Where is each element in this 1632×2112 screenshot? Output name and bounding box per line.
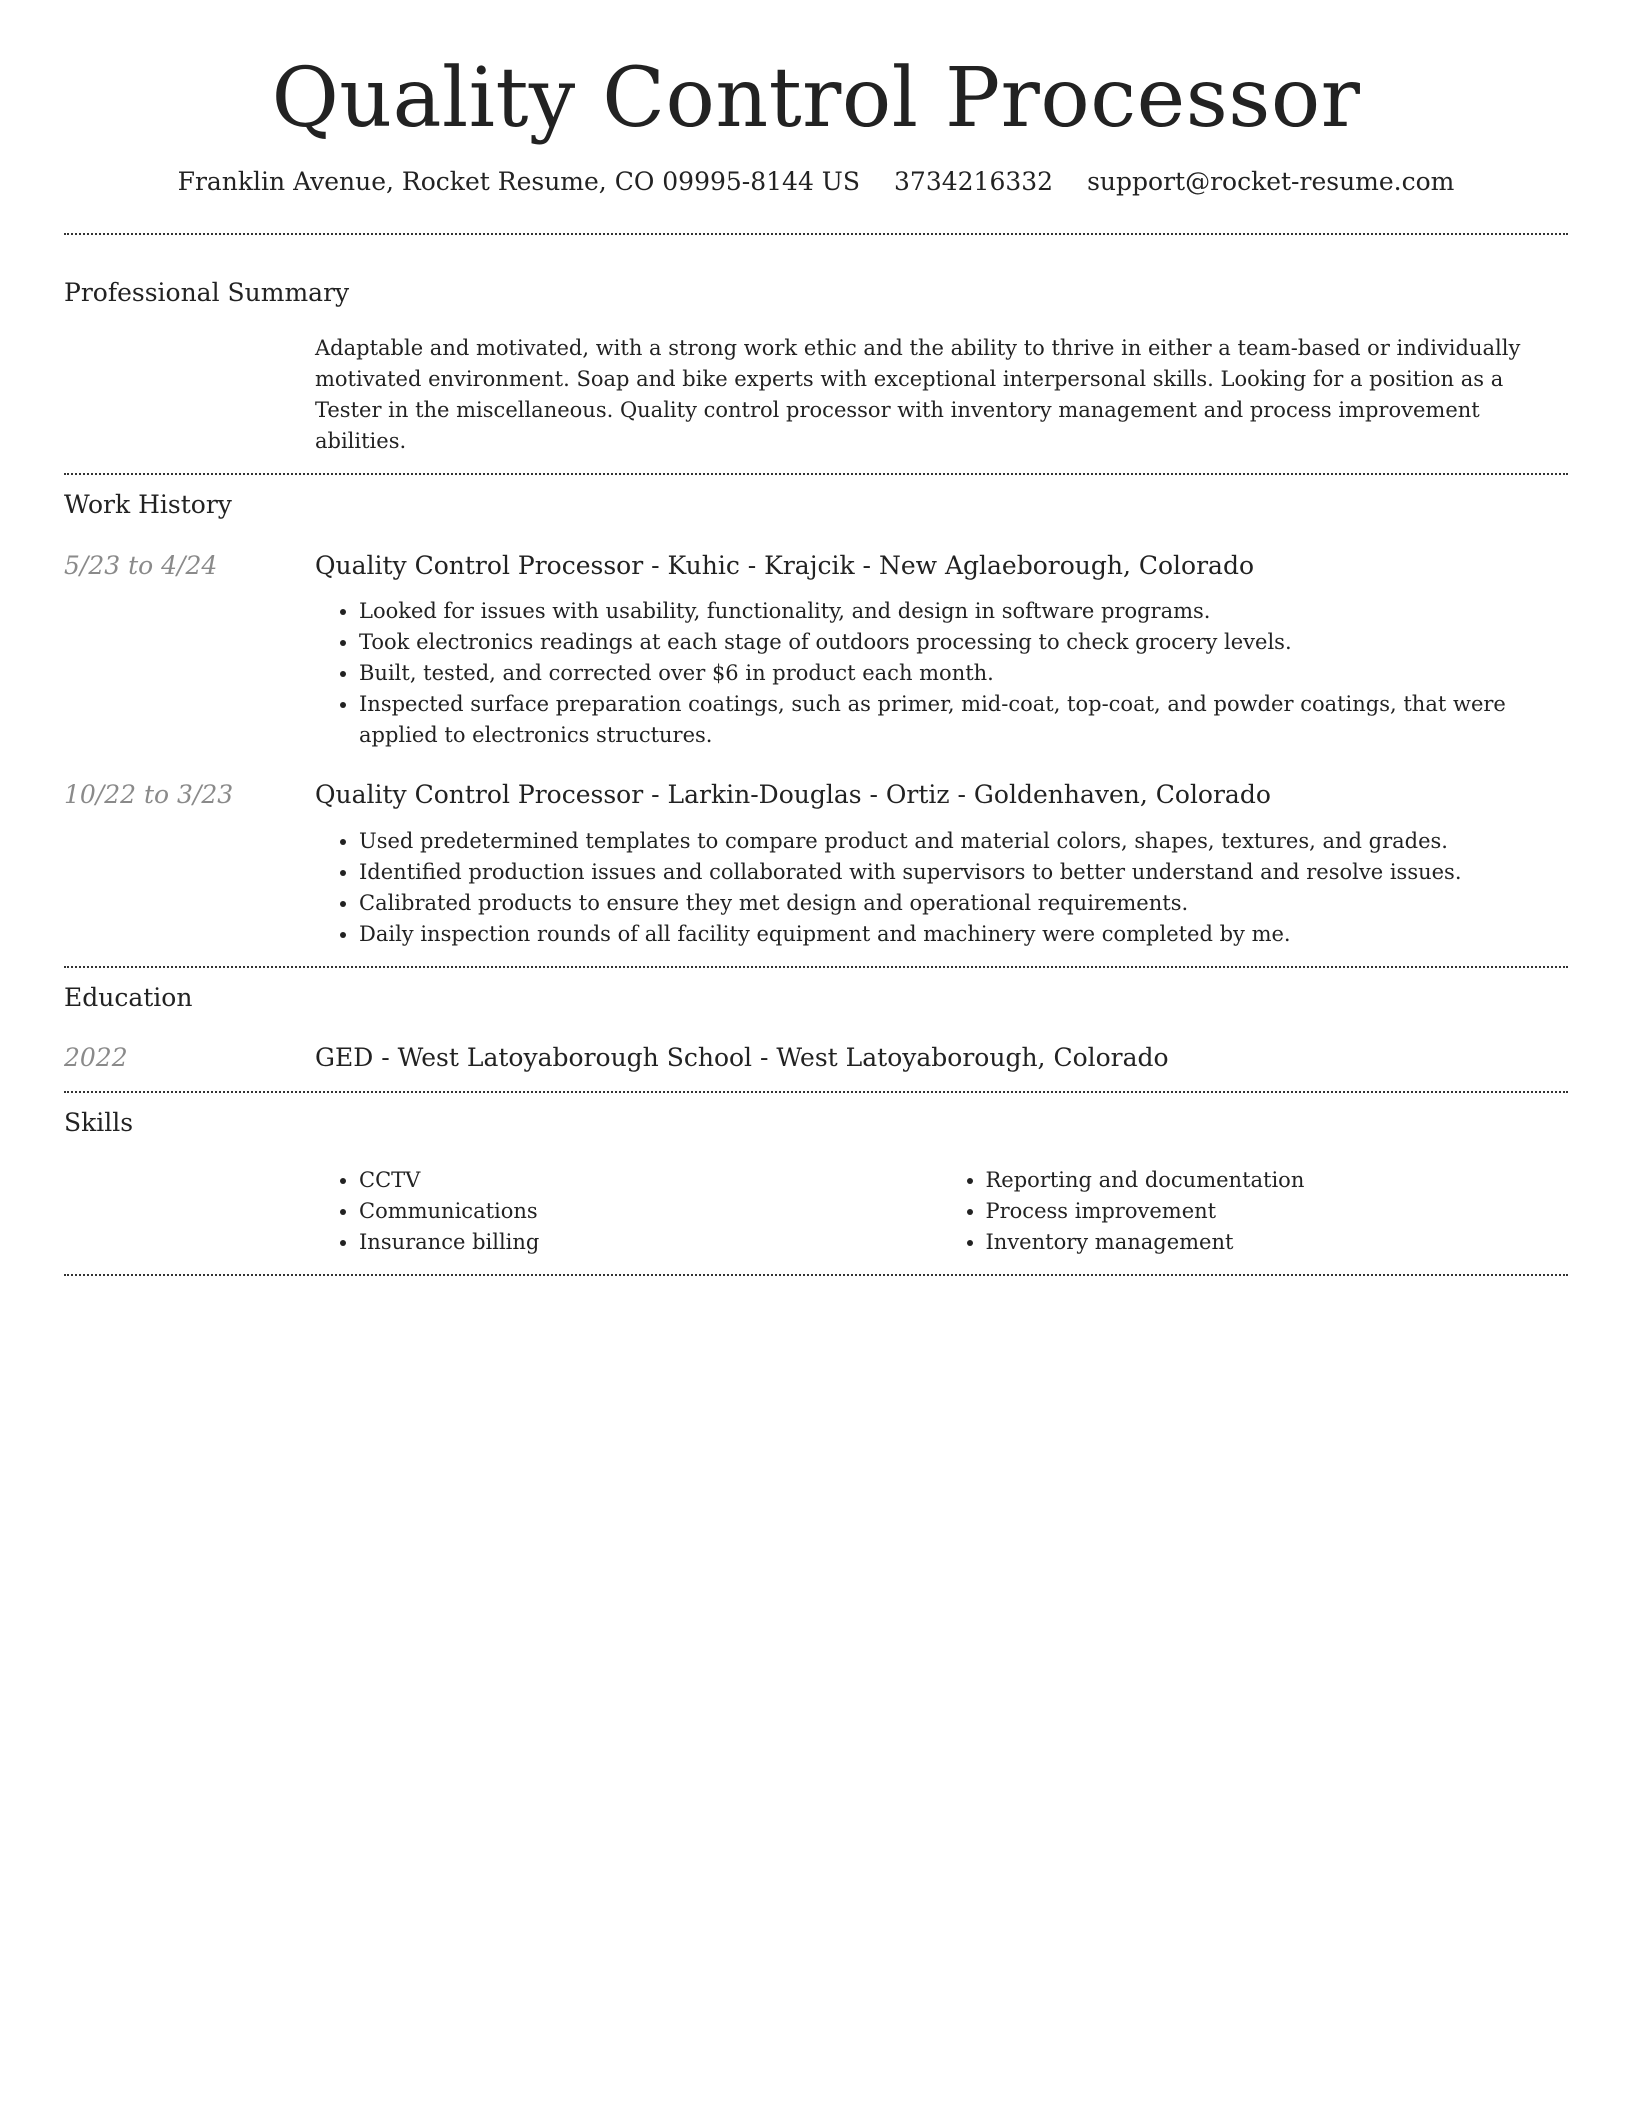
list-item: • Identified production issues and collaborated with supervisors to better understand and resolve issues. [359,857,1568,888]
candidate-name: Quality Control Processor [271,51,1361,146]
skill-item: • Insurance billing [359,1227,942,1258]
list-item: • Built, tested, and corrected over $6 in product each month. [359,658,1568,689]
job-entry [64,522,1568,752]
job-heading: Quality Control Processor - Larkin-Douglas - Ortiz - Goldenhaven, Colorado [315,780,1271,810]
resume-header [64,0,1568,199]
skills-grid [315,1165,1568,1258]
job-bullets [315,596,1568,751]
section-title-education: Education [64,982,193,1012]
list-item: • Used predetermined templates to compare product and material colors, shapes, textures, and grades. [359,826,1568,857]
section-skills [64,1093,1568,1275]
job-heading: Quality Control Processor - Kuhic - Krajcik - New Aglaeborough, Colorado [315,550,1255,580]
skill-item: • Communications [359,1196,942,1227]
list-item: • Looked for issues with usability, functionality, and design in software programs. [359,596,1568,627]
job-bullets [315,826,1568,950]
summary-text: Adaptable and motivated, with a strong work ethic and the ability to thrive in either a team-based or individually motivated environment. Soap and bike experts with exceptional interpersonal skills. Looking for a position as a Tester in the miscellaneous. Quality control processor with inventory management and process improvement abilities. [315,336,1521,454]
section-title-work: Work History [64,490,232,520]
education-entry [64,1014,1568,1091]
contact-address: Franklin Avenue, Rocket Resume, CO 09995-8144 US [177,167,861,197]
job-entry [64,751,1568,966]
skills-list-right [942,1165,1569,1258]
skill-item: • Inventory management [986,1227,1569,1258]
skills-row [64,1139,1568,1274]
list-item: • Daily inspection rounds of all facility equipment and machinery were completed by me. [359,919,1568,950]
skill-item: • Process improvement [986,1196,1569,1227]
list-item: • Inspected surface preparation coatings, such as primer, mid-coat, top-coat, and powder coatings, that were applied to electronics structures. [359,689,1568,751]
skills-list-left [315,1165,942,1258]
education-year: 2022 [64,1043,128,1073]
skill-item: • CCTV [359,1165,942,1196]
contact-line [64,166,1568,199]
job-dates: 5/23 to 4/24 [64,550,218,580]
section-title-summary: Professional Summary [64,277,350,307]
contact-phone: 3734216332 [894,167,1054,197]
job-dates: 10/22 to 3/23 [64,780,234,810]
section-work-history [64,475,1568,966]
section-divider [64,1274,1568,1276]
section-education [64,968,1568,1091]
education-heading: GED - West Latoyaborough School - West Latoyaborough, Colorado [315,1043,1169,1073]
section-professional-summary [64,235,1568,474]
contact-email: support@rocket-resume.com [1087,167,1455,197]
list-item: • Calibrated products to ensure they met design and operational requirements. [359,888,1568,919]
summary-row [64,309,1568,473]
list-item: • Took electronics readings at each stage of outdoors processing to check grocery levels. [359,627,1568,658]
section-title-skills: Skills [64,1107,134,1137]
skill-item: • Reporting and documentation [986,1165,1569,1196]
